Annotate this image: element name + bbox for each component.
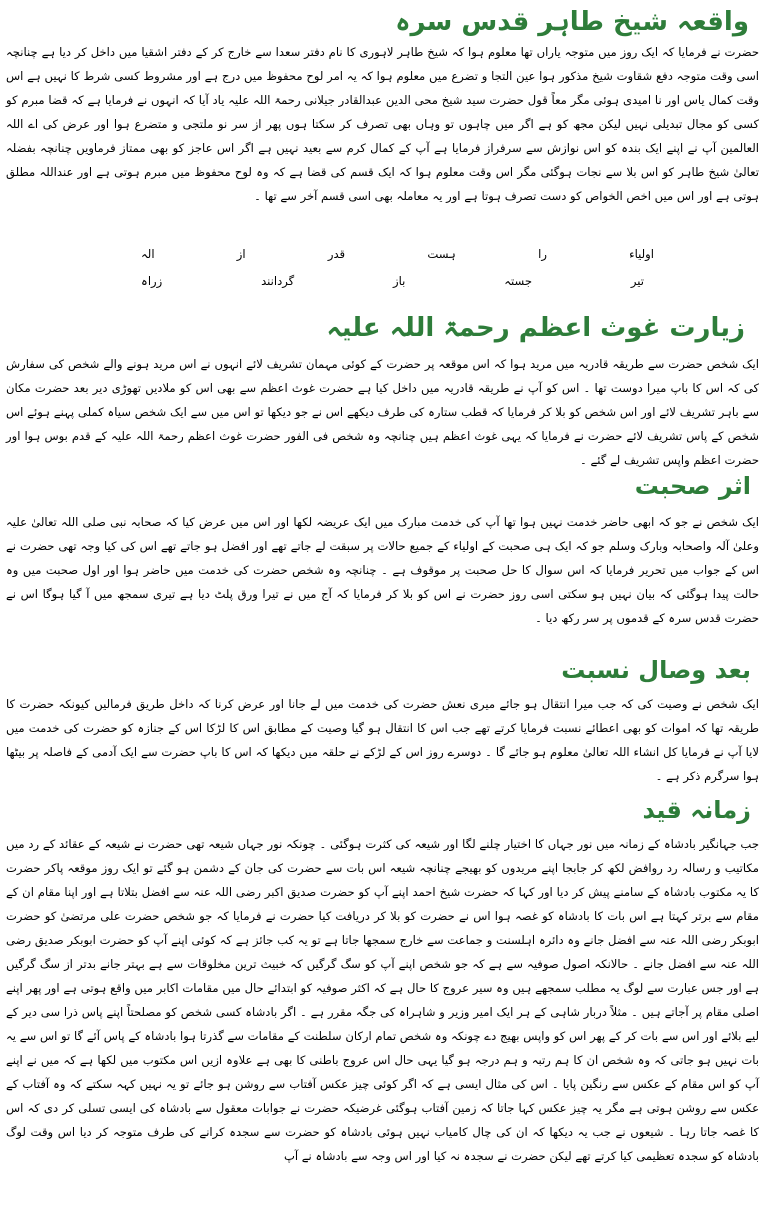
verse-line-2 xyxy=(6,267,759,294)
section-paragraph: جب جہانگیر بادشاہ کے زمانہ میں نور جہاں کا اختیار چلنے لگا اور شیعہ کی کثرت ہوگئی ۔ چونکہ نور جہاں شیعہ تھی حضرت نے شیعہ کے عقائد کے رد میں مکاتیب و رسالہ رد روافض لکھ کر جابجا اپنے مریدوں کو بھیجے چنانچہ شیعہ اس بات سے حضرت کی جان کے دشمن ہو گئے تو ایک روز موقعہ پاکر حضرت کا یہ مکتوب بادشاہ کے سامنے پیش کر دیا اور کہا کہ حضرت شیخ احمد اپنے آپ کو حضرت صدیق اکبر رضی اللہ عنہ سے افضل بتلاتا ہے اور اپنا مقام ان کے مقام سے برتر کہتا ہے اس بات کا بادشاہ کو غصہ ہوا اس نے حضرت کو بلا کر دریافت کیا حضرت نے فرمایا کہ جو شخص حضرت علی مرتضیٰ کو حضرت ابوبکر رضی اللہ عنہ سے افضل جانے وہ دائرہ اہلسنت و جماعت سے خارج سمجھا جاتا ہے تو یہ کب جائز ہے کہ کوئی اپنے آپ کو حضرت ابوبکر صدیق رضی اللہ عنہ سے افضل جانے ۔ حالانکہ اصول صوفیہ سے ہے کہ جو شخص اپنے آپ کو سگ گرگیں کہ خبیث ترین مخلوقات سے ہے بہتر جانے بدتر از سگ گرگیں ہے اور جس عبارت سے لوگ یہ مطلب سمجھے ہیں وہ سیر عروج کا حال ہے کہ اکثر صوفیہ کو ابتدائے حال میں مقامات اکابر میں واقع ہوتی ہے اور پھر اپنے اصلی مقام پر آجاتے ہیں ۔ مثلاً دربار شاہی کے ہر ایک امیر وزیر و شاہراہ کی جگہ مقرر ہے ۔ اگر بادشاہ کسی شخص کو مصلحتاً اپنے پاس ذرا سی دیر کے لیے بلائے اور اس سے بات کر کے پھر اس کو واپس بھیج دے چونکہ وہ شخص تمام ارکان سلطنت کے مقامات سے گذرتا ہوا بادشاہ کے پاس آئے گا تو اس سے یہ بات نہیں ہو جاتی کہ وہ شخص ان کا ہم رتبہ و ہم درجہ ہو گیا یہی حال اس عروج باطنی کا بھی ہے علاوہ ازیں اس مکتوب میں لکھا ہے کہ میں نے اپنے آپ کو اس مقام کے عکس سے رنگین پایا ۔ اس کی مثال ایسی ہے کہ اگر کوئی چیز عکس آفتاب سے روشن ہو جائے تو یہ نہیں کہہ سکتے کہ وہ آفتاب کے عکس سے روشن ہوتی ہے مگر یہ چیز عکس کہا جاتا کہ زمین آفتاب ہوگئی غرضیکہ حضرت نے جوابات معقول سے بادشاہ کی ایسی تسلی کر دی کہ اس کا غصہ جاتا رہا ۔ شیعوں نے جب یہ دیکھا کہ ان کی چال کامیاب نہیں ہوئی بادشاہ کو حضرت سے سجدہ کرانے کی طرف متوجہ کر دیا اس وقت لوگ بادشاہ کو سجدہ تعظیمی کیا کرتے تھے لیکن حضرت نے سجدہ نہ کیا اور اس وجہ سے بادشاہ نے آپ xyxy=(6,837,759,1163)
section-title-waqia-shaikh-tahir: واقعہ شیخ طاہر قدس سرہ xyxy=(395,7,749,37)
verse-word: الہ xyxy=(141,246,155,261)
section-title-baad-wisal-nisbat: بعد وصال نسبت xyxy=(561,656,751,684)
verse-word: ہست xyxy=(427,246,456,261)
verse-word: اولیاء xyxy=(629,246,654,261)
verse-line-1 xyxy=(6,240,759,267)
persian-verse xyxy=(6,240,759,294)
verse-word: باز xyxy=(393,273,406,288)
section-paragraph: ایک شخص حضرت سے طریقہ قادریہ میں مرید ہوا کہ اس موقعہ پر حضرت کے کوئی مہمان تشریف لائے انہوں نے اس مرید ہونے والے شخص کی سفارش کی کہ اس کا باپ میرا دوست تھا ۔ اس کو آپ نے طریقہ قادریہ میں داخل کیا ہے حضرت غوث اعظم سے بھی اس کو ملادیں تھوڑی دیر بعد حضرت مکان سے باہر تشریف لائے اور اس شخص کو بلا کر فرمایا کہ قطب ستارہ کی طرف دیکھے اس نے جو دیکھا تو اس میں سے ایک شخص سیاہ کملی پہنے ہوئے اس شخص کے پاس تشریف لائے حضرت نے فرمایا کہ یہی غوث اعظم ہیں چنانچہ وہ شخص فی الفور حضرت غوث اعظم رحمۃ اللہ علیہ کے قدم بوس ہوا اور حضرت اعظم واپس تشریف لے گئے ۔ xyxy=(6,357,759,467)
verse-word: گردانند xyxy=(261,273,295,288)
section-title-ziyarat-ghaus-azam: زیارت غوث اعظم رحمۃ اللہ علیہ xyxy=(326,313,745,343)
verse-word: زراہ xyxy=(141,273,163,288)
section-paragraph: حضرت نے فرمایا کہ ایک روز میں متوجہ یاراں تھا معلوم ہوا کہ شیخ طاہر لاہوری کا نام دفتر سعدا سے خارج کر کے دفتر اشقیا میں داخل کر دیا ہے چنانچہ اسی وقت متوجہ دفع شقاوت شیخ مذکور ہوا عین التجا و تضرع میں معلوم ہوا کہ یہ امر لوح محفوظ میں درج ہے اور مشروط کسی شرط کا نہیں ہے اس وقت کمال یاس اور نا امیدی ہوئی مگر معاً قول حضرت سید شیخ محی الدین عبدالقادر جیلانی رحمۃ اللہ علیہ یاد آیا کہ انہوں نے فرمایا ہے کہ قضا مبرم کو کسی کو مجال تبدیلی نہیں لیکن مجھ کو ہے اگر میں چاہوں تو وہاں بھی تصرف کر سکتا ہوں پھر از سر نو ملتجی و متضرع ہوا اور عرض کی اے اللہ العالمین آپ نے اپنے ایک بندہ کو اس نوازش سے سرفراز فرمایا ہے آپ کے کمال کرم سے بعید نہیں ہے اگر اس عاجز کو بھی ممتاز فرماویں چنانچہ بفضلہ تعالیٰ شیخ طاہر کو اس بلا سے نجات ہوگئی مگر اس وقت معلوم ہوا کہ ایک قسم کی قضا ہے کہ وہ لوح محفوظ میں مبرم ہوتی ہے اور عنداللہ مطلق ہوتی ہے اور اس میں اخص الخواص کو دست تصرف ہوتا ہے اور یہ معاملہ بھی اسی قسم آخر سے تھا ۔ xyxy=(6,45,759,203)
section-title-zamana-qaid: زمانہ قید xyxy=(642,796,751,824)
verse-word: جستہ xyxy=(504,273,533,288)
verse-word: تیر xyxy=(630,273,644,288)
section-title-asar-e-suhbat: اثر صحبت xyxy=(634,472,751,500)
verse-word: از xyxy=(236,246,246,261)
verse-word: قدر xyxy=(327,246,346,261)
section-paragraph: ایک شخص نے جو کہ ابھی حاضر خدمت نہیں ہوا تھا آپ کی خدمت مبارک میں ایک عریضہ لکھا اور اس میں عرض کیا کہ صحابہ نبی صلی اللہ تعالیٰ علیہ وعلیٰ آلہ واصحابہ وبارک وسلم جو کہ ایک ہی صحبت کے اولیاء کے جمیع حالات پر سبقت لے جاتے تھے اور افضل ہو جاتے تھے اس کی کیا وجہ تھی حضرت نے اس کے جواب میں تحریر فرمایا کہ اس سوال کا حل صحبت پر موقوف ہے ۔ چنانچہ وہ شخص حضرت کی خدمت میں حاضر ہوا اور اول صحبت میں وہ حالت پیدا ہوگئی کہ بیان نہیں ہو سکتی اسی روز حضرت نے اس کو بلا کر فرمایا کہ آج میں نے تیرا ورق پلٹ دیا ہے تیری سمجھ میں آ گیا ہوگا اس نے حضرت قدس سرہ کے قدموں پر سر رکھ دیا ۔ xyxy=(6,515,759,625)
section-paragraph: ایک شخص نے وصیت کی کہ جب میرا انتقال ہو جائے میری نعش حضرت کی خدمت میں لے جانا اور عرض کرنا کہ داخل طریق فرمالیں کیونکہ حضرت کا طریقہ تھا کہ اموات کو بھی اعطائے نسبت فرمایا کرتے تھے جب اس کا انتقال ہو گیا وصیت کے مطابق اس کا لڑکا اس کے جنازہ کو حضرت کی خدمت میں لایا آپ نے فرمایا کل انشاء اللہ تعالیٰ معلوم ہو جائے گا ۔ دوسرے روز اس کے لڑکے نے حلقہ میں دیکھا کہ اس کا باپ حضرت سے ایک آدمی کے فاصلہ پر بیٹھا ہوا سرگرم ذکر ہے ۔ xyxy=(6,697,759,783)
verse-word: را xyxy=(538,246,547,261)
